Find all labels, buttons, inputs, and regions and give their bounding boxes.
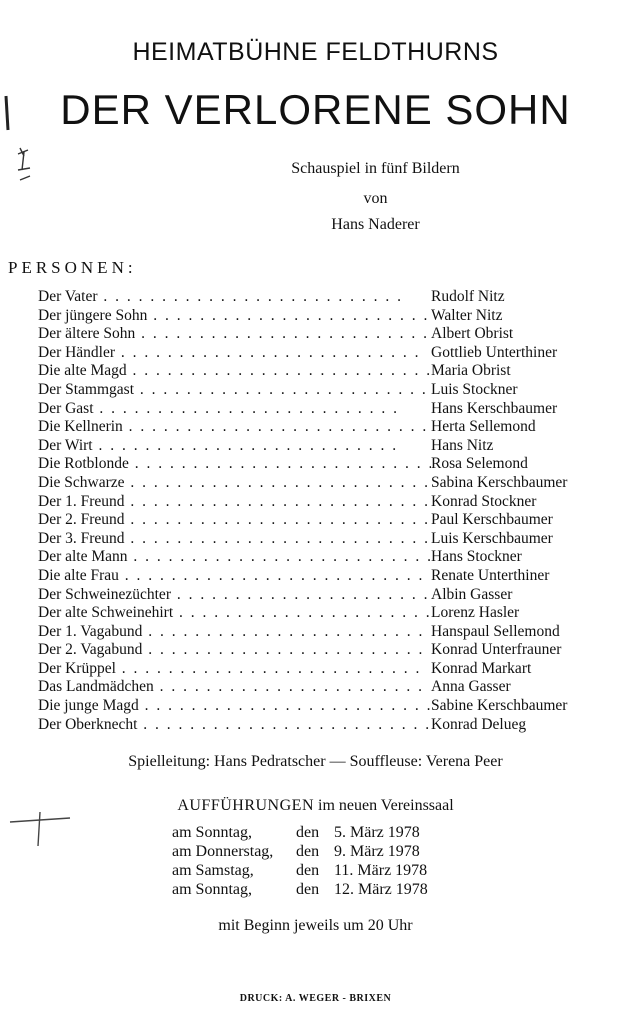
- actor-name: Konrad Delueg: [431, 715, 527, 733]
- role-name: Der jüngere Sohn . .: [38, 307, 431, 326]
- cast-row: [38, 567, 598, 586]
- actor-name: Konrad Stockner: [431, 492, 537, 510]
- cast-row: [38, 493, 598, 512]
- cast-row: [38, 660, 598, 679]
- role-name: Die junge Magd . .: [38, 697, 431, 716]
- actor-name: Maria Obrist: [431, 362, 511, 380]
- role-name: Die Rotblonde . .: [38, 455, 431, 474]
- performance-day: am Donnerstag,: [172, 843, 274, 860]
- cast-row: [38, 381, 598, 400]
- performance-date-row: [172, 823, 454, 842]
- actor-name: Hans Nitz: [431, 436, 494, 454]
- cast-row: [38, 678, 598, 697]
- cast-row: [38, 307, 598, 326]
- by-label: von: [363, 190, 388, 207]
- actor-name: Luis Kerschbaumer: [431, 529, 553, 547]
- role-name: Der Gast . .: [38, 400, 431, 419]
- cast-row: [38, 511, 598, 530]
- role-name: Der Vater . .: [38, 288, 431, 307]
- role-name: Der Oberknecht . .: [38, 716, 431, 735]
- cast-row: [38, 418, 598, 437]
- ensemble-name: HEIMATBÜHNE FELDTHURNS: [132, 38, 499, 66]
- cast-row: [38, 548, 598, 567]
- play-subtitle: Schauspiel in fünf Bildern: [291, 160, 460, 177]
- actor-name: Albert Obrist: [431, 325, 514, 343]
- cast-row: [38, 288, 598, 307]
- cast-row: [38, 623, 598, 642]
- performance-date-row: [172, 880, 454, 899]
- den-label: den: [296, 843, 320, 860]
- performances-heading-rest: im neuen Vereinssaal: [314, 797, 454, 814]
- role-name: Der 1. Freund . .: [38, 493, 431, 512]
- performance-date: 5. März 1978: [334, 824, 420, 841]
- actor-name: Paul Kerschbaumer: [431, 511, 553, 529]
- performance-day: am Samstag,: [172, 862, 254, 879]
- cast-row: [38, 474, 598, 493]
- role-name: Der alte Mann . .: [38, 548, 431, 567]
- role-name: Der Krüppel . .: [38, 660, 431, 679]
- actor-name: Lorenz Hasler: [431, 604, 520, 622]
- actor-name: Hanspaul Sellemond: [431, 622, 560, 640]
- role-name: Das Landmädchen . .: [38, 678, 431, 697]
- den-label: den: [296, 824, 320, 841]
- performance-date-row: [172, 861, 454, 880]
- cast-row: [38, 586, 598, 605]
- performance-date: 11. März 1978: [334, 862, 428, 879]
- cast-row: [38, 362, 598, 381]
- role-name: Der ältere Sohn . .: [38, 325, 431, 344]
- role-name: Der Stammgast . .: [38, 381, 431, 400]
- cast-list: [38, 288, 598, 734]
- role-name: Die alte Frau . .: [38, 567, 431, 586]
- actor-name: Sabina Kerschbaumer: [431, 473, 568, 491]
- direction-credits: Spielleitung: Hans Pedratscher — Souffleuse: Verena Peer: [128, 753, 503, 770]
- role-name: Der Schweinezüchter . .: [38, 586, 431, 605]
- author-name: Hans Naderer: [331, 216, 420, 233]
- performance-day: am Sonntag,: [172, 881, 252, 898]
- cast-row: [38, 325, 598, 344]
- role-name: Der 2. Vagabund . .: [38, 641, 431, 660]
- actor-name: Konrad Unterfrauner: [431, 641, 562, 659]
- actor-name: Hans Kerschbaumer: [431, 399, 558, 417]
- cast-row: [38, 697, 598, 716]
- cast-row: [38, 641, 598, 660]
- role-name: Die Kellnerin . .: [38, 418, 431, 437]
- performances-heading-caps: AUFFÜHRUNGEN: [177, 797, 314, 814]
- actor-name: Hans Stockner: [431, 548, 522, 566]
- actor-name: Rosa Selemond: [431, 455, 528, 473]
- cast-row: [38, 344, 598, 363]
- play-title: DER VERLORENE SOHN: [60, 86, 571, 133]
- role-name: Der 1. Vagabund . .: [38, 623, 431, 642]
- cast-row: [38, 400, 598, 419]
- performance-date: 9. März 1978: [334, 843, 420, 860]
- performances-heading: [0, 797, 631, 815]
- actor-name: Sabine Kerschbaumer: [431, 697, 568, 715]
- den-label: den: [296, 881, 320, 898]
- cast-row: [38, 437, 598, 456]
- role-name: Die Schwarze . .: [38, 474, 431, 493]
- cast-row: [38, 455, 598, 474]
- performance-date-row: [172, 842, 454, 861]
- role-name: Die alte Magd . .: [38, 362, 431, 381]
- performance-date: 12. März 1978: [334, 881, 428, 898]
- cast-row: [38, 604, 598, 623]
- actor-name: Albin Gasser: [431, 585, 513, 603]
- performance-day: am Sonntag,: [172, 824, 252, 841]
- cast-heading: PERSONEN:: [8, 258, 137, 277]
- actor-name: Renate Unterthiner: [431, 566, 550, 584]
- printer-credit: DRUCK: A. WEGER - BRIXEN: [239, 993, 392, 1004]
- role-name: Der 2. Freund . .: [38, 511, 431, 530]
- role-name: Der 3. Freund . .: [38, 530, 431, 549]
- start-time: mit Beginn jeweils um 20 Uhr: [218, 917, 413, 934]
- cast-row: [38, 716, 598, 735]
- den-label: den: [296, 862, 320, 879]
- cast-row: [38, 530, 598, 549]
- actor-name: Luis Stockner: [431, 380, 518, 398]
- actor-name: Gottlieb Unterthiner: [431, 343, 558, 361]
- role-name: Der Wirt . .: [38, 437, 431, 456]
- actor-name: Herta Sellemond: [431, 418, 536, 436]
- actor-name: Anna Gasser: [431, 678, 511, 696]
- role-name: Der Händler . .: [38, 344, 431, 363]
- actor-name: Walter Nitz: [431, 306, 503, 324]
- role-name: Der alte Schweinehirt . .: [38, 604, 431, 623]
- actor-name: Konrad Markart: [431, 659, 532, 677]
- performance-dates: [172, 823, 454, 899]
- actor-name: Rudolf Nitz: [431, 288, 505, 305]
